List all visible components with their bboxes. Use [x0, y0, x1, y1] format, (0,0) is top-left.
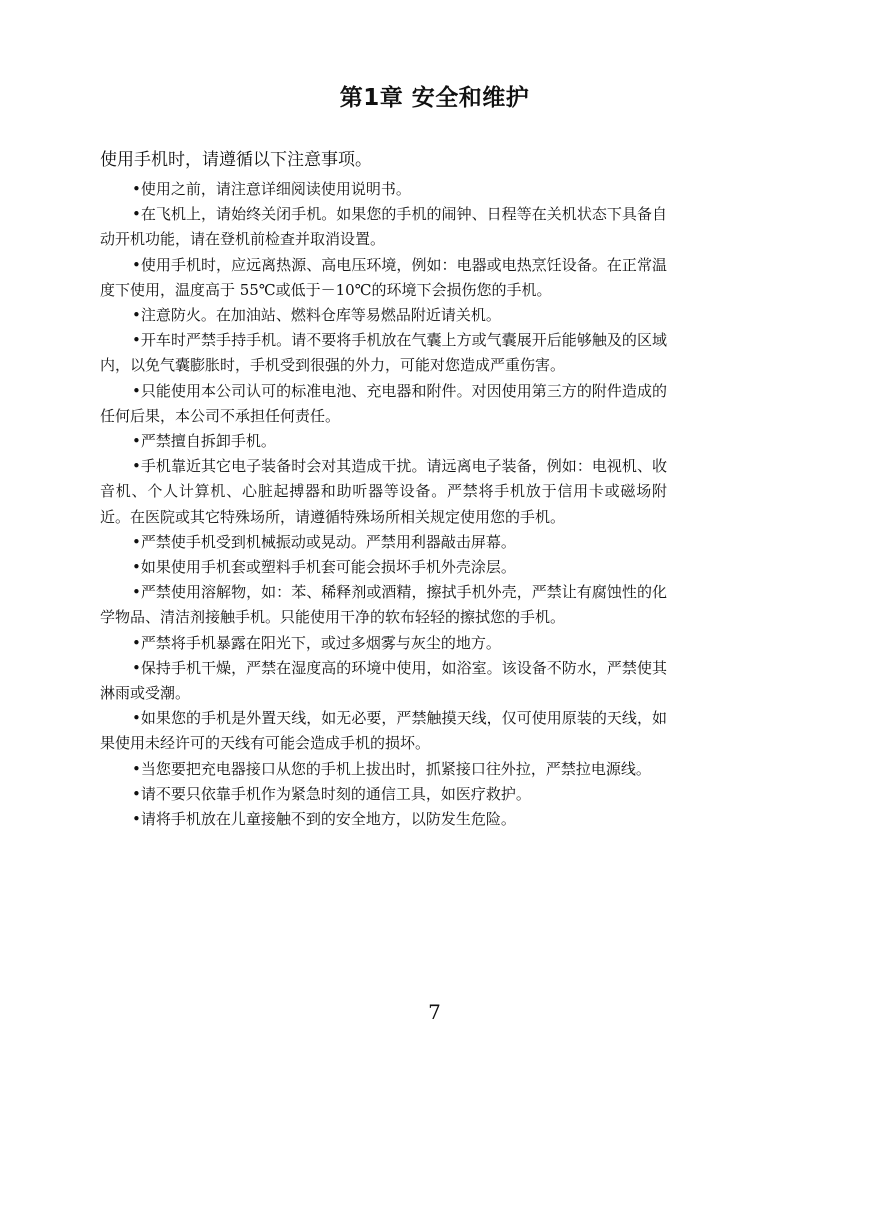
safety-item: •保持手机干燥，严禁在湿度高的环境中使用，如浴室。该设备不防水，严禁使其淋雨或受潮。 [100, 658, 667, 703]
safety-item: •手机靠近其它电子装备时会对其造成干扰。请远离电子装备，例如：电视机、收音机、个人计算机、心脏起搏器和助听器等设备。严禁将手机放于信用卡或磁场附近。在医院或其它特殊场所，请遵循特殊场所相关规定使用您的手机。 [100, 457, 667, 526]
safety-item: •严禁擅自拆卸手机。 [132, 432, 276, 451]
safety-item: •严禁将手机暴露在阳光下，或过多烟雾与灰尘的地方。 [132, 633, 501, 652]
safety-item: •严禁使手机受到机械振动或晃动。严禁用利器敲击屏幕。 [132, 532, 516, 551]
page-number: 7 [428, 1000, 441, 1024]
safety-item: •严禁使用溶解物，如：苯、稀释剂或酒精，擦拭手机外壳，严禁让有腐蚀性的化学物品、清洁剂接触手机。只能使用干净的软布轻轻的擦拭您的手机。 [100, 583, 667, 627]
safety-item: •如果您的手机是外置天线，如无必要，严禁触摸天线，仅可使用原装的天线，如果使用未经许可的天线有可能会造成手机的损坏。 [100, 709, 667, 753]
safety-item: •开车时严禁手持手机。请不要将手机放在气囊上方或气囊展开后能够触及的区域内，以免气囊膨胀时，手机受到很强的外力，可能对您造成严重伤害。 [100, 331, 667, 375]
safety-item: •如果使用手机套或塑料手机套可能会损坏手机外壳涂层。 [132, 558, 516, 577]
section-heading: 使用手机时，请遵循以下注意事项。 [100, 150, 372, 170]
chapter-title: 第1章 安全和维护 [339, 85, 530, 111]
safety-item: •当您要把充电器接口从您的手机上拔出时，抓紧接口往外拉，严禁拉电源线。 [132, 759, 651, 778]
safety-item: •注意防火。在加油站、燃料仓库等易燃品附近请关机。 [132, 306, 501, 325]
safety-item: •使用手机时，应远离热源、高电压环境，例如：电器或电热烹饪设备。在正常温度下使用，温度高于 55℃或低于－10℃的环境下会损伤您的手机。 [100, 255, 667, 299]
safety-item: •使用之前，请注意详细阅读使用说明书。 [132, 180, 411, 198]
safety-item: •请将手机放在儿童接触不到的安全地方，以防发生危险。 [132, 810, 516, 829]
safety-item: •请不要只依靠手机作为紧急时刻的通信工具，如医疗救护。 [132, 784, 531, 803]
safety-items-list [100, 177, 667, 832]
safety-item: •只能使用本公司认可的标准电池、充电器和附件。对因使用第三方的附件造成的任何后果，本公司不承担任何责任。 [100, 381, 667, 425]
safety-item: •在飞机上，请始终关闭手机。如果您的手机的闹钟、日程等在关机状态下具备自动开机功能，请在登机前检查并取消设置。 [100, 205, 667, 249]
